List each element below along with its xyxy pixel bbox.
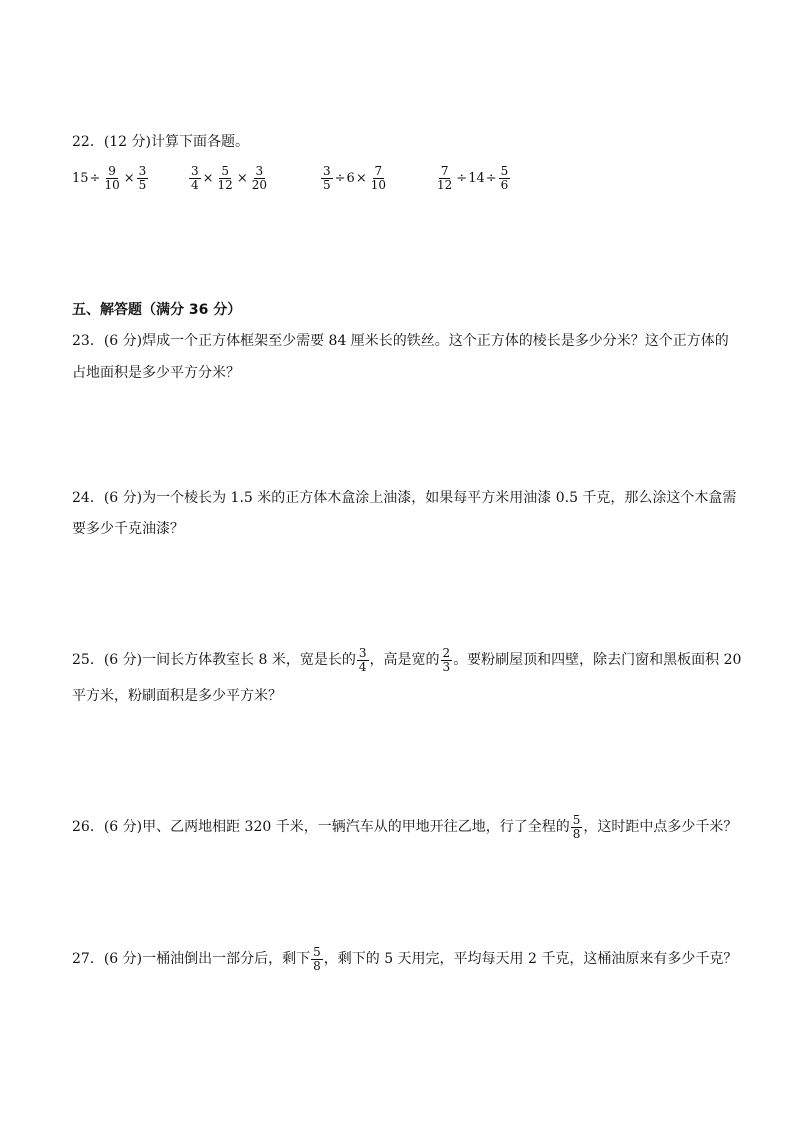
fraction: [321, 165, 333, 192]
numerator: 3: [323, 164, 331, 178]
fraction: [102, 165, 121, 192]
numerator: 5: [572, 812, 581, 827]
denominator: 4: [191, 178, 199, 192]
q23-line-1: 23．(6 分)焊成一个正方体框架至少需要 84 厘米长的铁丝。这个正方体的棱长是多少分米？这个正方体的: [72, 333, 729, 349]
q25-line-2: 平方米，粉刷面积是多少平方米？: [72, 688, 282, 704]
fraction: [189, 165, 201, 192]
denominator: 12: [217, 178, 233, 192]
fraction: [250, 165, 269, 192]
q27-line: [72, 944, 737, 974]
number: 14: [468, 171, 485, 186]
denominator: 8: [313, 958, 321, 973]
expression-4: [434, 162, 511, 196]
denominator: 5: [323, 178, 331, 192]
q26-text-part: 26．(6 分)甲、乙两地相距 320 千米，一辆汽车从的甲地开往乙地，行了全程的: [72, 819, 570, 835]
q24-line-1: 24．(6 分)为一个棱长为 1.5 米的正方体木盒涂上油漆，如果每平方米用油漆 0.5 千克，那么涂这个木盒需: [72, 490, 737, 506]
operator: ×: [202, 171, 214, 186]
number: 15: [72, 171, 89, 186]
denominator: 5: [138, 178, 147, 192]
q22-title: 22．(12 分)计算下面各题。: [72, 134, 250, 150]
numerator: 3: [191, 164, 199, 178]
fraction: [571, 814, 583, 841]
numerator: 7: [440, 164, 449, 178]
fraction: [216, 165, 235, 192]
operator: ×: [236, 171, 248, 186]
operator: ÷: [485, 171, 497, 186]
q26-line: [72, 812, 737, 842]
numerator: 3: [358, 645, 367, 660]
numerator: 7: [374, 164, 383, 178]
q27-text-part: 27．(6 分)一桶油倒出一部分后，剩下: [72, 951, 311, 967]
q27-text-part: ，剩下的 5 天用完，平均每天用 2 千克，这桶油原来有多少千克？: [323, 951, 738, 967]
q25-text-part: 。要粉刷屋顶和四壁，除去门窗和黑板面积 20: [453, 652, 742, 668]
operator: ÷: [456, 171, 468, 186]
denominator: 8: [572, 826, 581, 841]
q23-line-2: 占地面积是多少平方分米？: [72, 365, 240, 381]
expression-3: [320, 162, 389, 196]
numerator: 5: [313, 944, 321, 959]
operator: ÷: [334, 171, 346, 186]
numerator: 5: [500, 164, 509, 178]
denominator: 4: [358, 659, 367, 674]
q24-line-2: 要多少千克油漆？: [72, 521, 184, 537]
fraction: [369, 165, 388, 192]
fraction: [435, 165, 454, 192]
operator: ÷: [89, 171, 101, 186]
q22-expressions: [72, 162, 772, 202]
numerator: 3: [138, 164, 147, 178]
denominator: 3: [442, 659, 451, 674]
numerator: 9: [108, 164, 116, 178]
denominator: 6: [500, 178, 509, 192]
expression-1: [72, 162, 149, 196]
fraction: [499, 165, 511, 192]
q26-text-part: ，这时距中点多少千米？: [583, 819, 738, 835]
section-title: 五、解答题（满分 36 分）: [72, 302, 242, 318]
operator: ×: [355, 171, 367, 186]
denominator: 10: [370, 178, 387, 192]
number: 6: [346, 171, 355, 186]
denominator: 10: [104, 178, 120, 192]
fraction: [441, 647, 453, 674]
fraction: [137, 165, 149, 192]
q25-text-part: 25．(6 分)一间长方体教室长 8 米，宽是长的: [72, 652, 356, 668]
fraction: [357, 647, 369, 674]
expression-2: [188, 162, 270, 196]
fraction: [311, 946, 323, 973]
denominator: 20: [251, 178, 268, 192]
q25-text-part: ，高是宽的: [369, 652, 440, 668]
numerator: 3: [255, 164, 264, 178]
denominator: 12: [437, 178, 453, 192]
q25-line-1: [72, 645, 741, 675]
numerator: 5: [221, 164, 229, 178]
operator: ×: [123, 171, 135, 186]
numerator: 2: [442, 645, 451, 660]
